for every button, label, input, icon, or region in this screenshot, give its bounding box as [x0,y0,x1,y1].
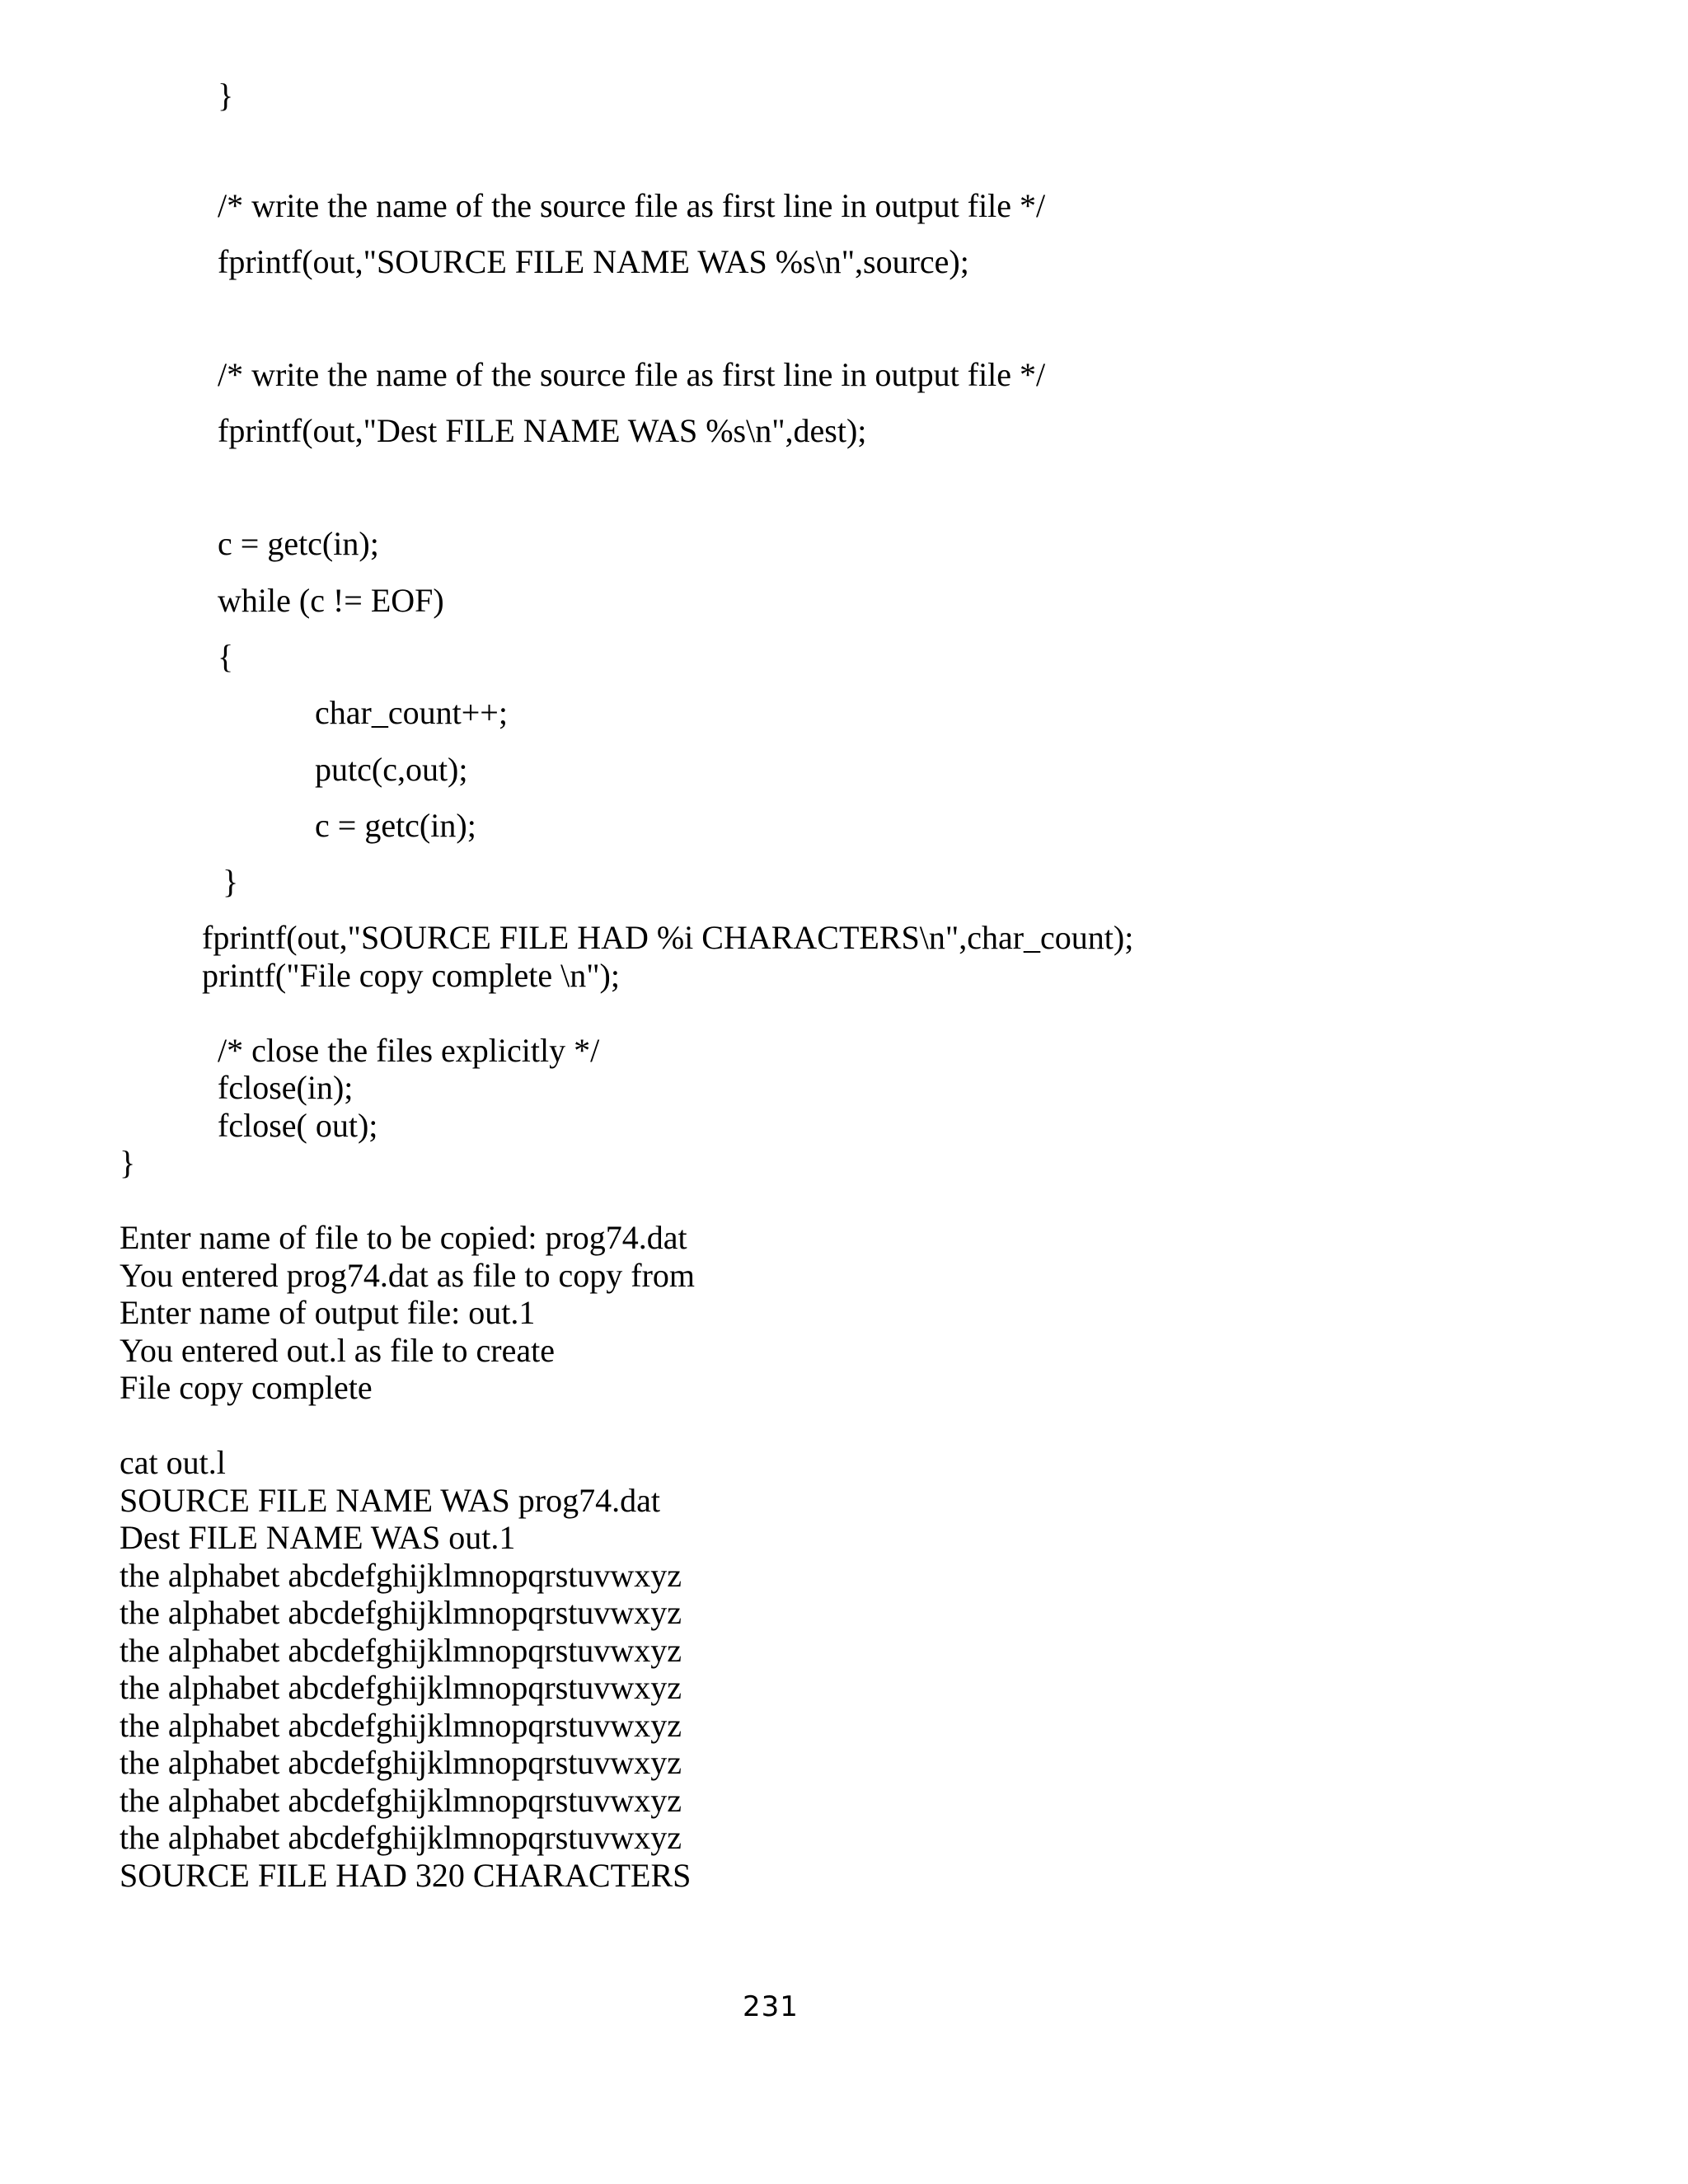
code-line-getc-loop: c = getc(in); [315,807,476,844]
run-output-line: Enter name of file to be copied: prog74.dat [120,1219,687,1256]
cat-output-line: the alphabet abcdefghijklmnopqrstuvwxyz [120,1557,682,1594]
page-number: 231 [743,1990,799,2023]
cat-output-line: the alphabet abcdefghijklmnopqrstuvwxyz [120,1669,682,1706]
cat-output-line: Dest FILE NAME WAS out.1 [120,1519,516,1556]
code-line-main-close-brace: } [120,1144,136,1181]
code-comment-close-files: /* close the files explicitly */ [218,1032,600,1069]
code-line-putc: putc(c,out); [315,751,468,788]
code-line-while: while (c != EOF) [218,582,444,619]
code-line-fprintf-count: fprintf(out,"SOURCE FILE HAD %i CHARACTERS\n",char_count); [202,919,1134,956]
code-comment-dest-name: /* write the name of the source file as first line in output file */ [218,356,1046,393]
cat-output-line: the alphabet abcdefghijklmnopqrstuvwxyz [120,1819,682,1856]
code-line-fprintf-dest: fprintf(out,"Dest FILE NAME WAS %s\n",dest); [218,412,867,449]
run-output-line: You entered prog74.dat as file to copy from [120,1257,696,1294]
code-line-fclose-out: fclose( out); [218,1107,378,1144]
cat-output-line: the alphabet abcdefghijklmnopqrstuvwxyz [120,1594,682,1631]
run-output-line: Enter name of output file: out.1 [120,1294,536,1331]
code-line-close-brace-loop: } [223,863,239,900]
cat-output-line: SOURCE FILE NAME WAS prog74.dat [120,1482,660,1519]
code-line-char-count: char_count++; [315,694,508,731]
code-line-fprintf-source: fprintf(out,"SOURCE FILE NAME WAS %s\n",source); [218,243,969,280]
code-line-fclose-in: fclose(in); [218,1069,354,1106]
code-line-getc: c = getc(in); [218,525,379,562]
cat-output-line: the alphabet abcdefghijklmnopqrstuvwxyz [120,1707,682,1744]
cat-command-line: cat out.l [120,1444,226,1481]
cat-output-line: the alphabet abcdefghijklmnopqrstuvwxyz [120,1782,682,1819]
code-comment-source-name: /* write the name of the source file as first line in output file */ [218,187,1046,224]
code-line-closing-brace: } [218,77,234,114]
run-output-line: File copy complete [120,1369,373,1406]
cat-output-line: the alphabet abcdefghijklmnopqrstuvwxyz [120,1744,682,1781]
code-line-printf-complete: printf("File copy complete \n"); [202,957,620,994]
code-line-open-brace: { [218,638,234,675]
cat-output-line: the alphabet abcdefghijklmnopqrstuvwxyz [120,1632,682,1669]
cat-output-line: SOURCE FILE HAD 320 CHARACTERS [120,1857,692,1894]
run-output-line: You entered out.l as file to create [120,1332,555,1369]
